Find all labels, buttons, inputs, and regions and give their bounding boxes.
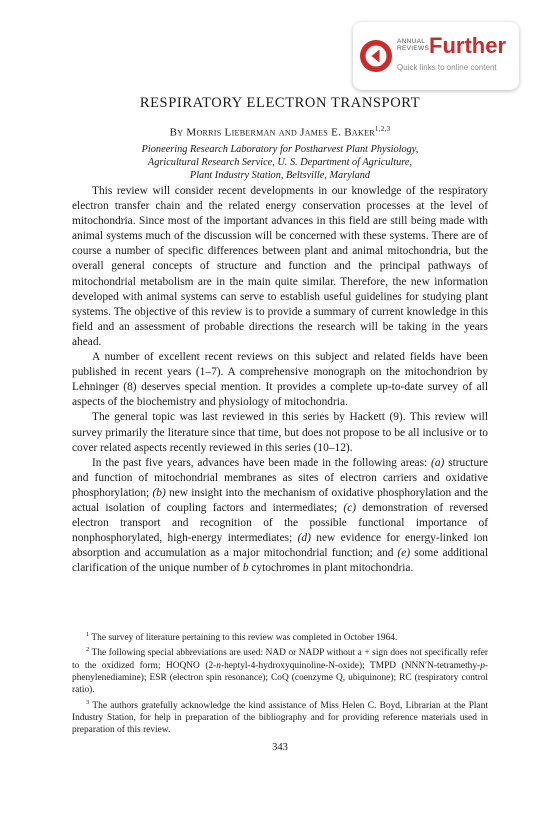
p4-lead: In the past five years, advances have been made in the following areas: xyxy=(92,456,432,469)
item-d-text: new evidence for energy-linked ion absorption and accumulation as a major mitochondrial function; and xyxy=(72,532,489,560)
affiliation xyxy=(0,143,560,182)
footnote-3-mark: 3 xyxy=(86,698,90,706)
cytochrome-b-letter: b xyxy=(242,562,249,575)
affiliation-line-2: Agricultural Research Service, U. S. Department of Agriculture, xyxy=(147,157,413,168)
footnote-1-mark: 1 xyxy=(86,631,90,638)
item-b-marker: (b) xyxy=(152,486,166,499)
p4-tail: cytochromes in plant mitochondria. xyxy=(248,562,414,575)
affiliation-line-1: Pioneering Research Laboratory for Postharvest Plant Physiology, xyxy=(141,144,419,155)
footnote-2-text-1: The following special abbreviations are used: NAD or NADP without a + sign does not specifically refer to the oxidized form; HOQNO (2- xyxy=(72,648,488,671)
footnote-2 xyxy=(72,644,488,696)
brand-line1: ANNUAL xyxy=(397,38,426,45)
footnote-2-n: n xyxy=(216,660,221,671)
footnote-2-text-2: -heptyl-4-hydroxyquinoline-N-oxide); TMPD (NNN′N-tetramethy- xyxy=(220,660,481,671)
brand-line2: REVIEWS xyxy=(397,45,430,52)
footnote-2-text-3: -phenylenediamine); ESR (electron spin resonance); CoQ (coenzyme Q, ubiquinone); RC (respiratory control ratio). xyxy=(72,660,488,696)
item-e-text: some additional clarification of the unique number of xyxy=(72,547,488,575)
affiliation-line-3: Plant Industry Station, Beltsville, Maryland xyxy=(189,170,371,181)
item-c-text: demonstration of reversed electron transport and recognition of the possible functional importance of nonphosphorylated, high-energy intermediates; xyxy=(72,501,489,545)
footnote-2-mark: 2 xyxy=(86,646,90,654)
item-e-marker: (e) xyxy=(397,547,411,560)
paragraph-2: A number of excellent recent reviews on this subject and related fields have been published in recent years (1–7). A comprehensive monograph on the mitochondrion by Lehninger (8) deserves special mention. It provides a complete up-to-date survey of all aspects of the biochemistry and physiology of mitochondria. xyxy=(72,351,488,409)
author-1: Morris Lieberman xyxy=(186,126,276,139)
author-line xyxy=(0,125,560,139)
further-label: Further xyxy=(429,33,506,58)
article-body xyxy=(72,184,488,576)
author-footnote-marks: 1,2,3 xyxy=(374,125,391,133)
paragraph-3: The general topic was last reviewed in this series by Hackett (9). This review will survey primarily the literature since that time, but does not propose to be all inclusive or to cover related aspects recently reviewed in this series (10–12). xyxy=(72,411,488,454)
item-a-text: structure and function of mitochondrial membranes as sites of electron carriers and oxidative phosphorylation; xyxy=(72,456,488,499)
footnote-1-text: The survey of literature pertaining to this review was completed in October 1964. xyxy=(89,633,398,644)
author-2: James E. Baker xyxy=(300,126,375,139)
annual-reviews-logo-icon xyxy=(359,39,393,73)
page-number: 343 xyxy=(272,742,288,753)
paragraph-1: This review will consider recent developments in our knowledge of the respiratory electron transfer chain and the related energy conservation processes at the level of mitochondria. Since most of the important advances in this field are still being made with animal systems much of the discussion will be concerned with these systems. There are of course a number of specific differences between plant and animal mitochondria, but the overall general concepts of structure and function and the principal pathways of mitochondrial metabolism are in the main quite similar. Therefore, the new information developed with animal systems can serve to establish useful guidelines for studying plant systems. The objective of this review is to provide a summary of current knowledge in this field and an assessment of probable directions the research will be taking in the years ahead. xyxy=(72,185,488,348)
further-subtitle: Quick links to online content xyxy=(397,63,497,72)
authors-and: and xyxy=(278,126,298,139)
article-title: RESPIRATORY ELECTRON TRANSPORT xyxy=(139,95,421,111)
item-c-marker: (c) xyxy=(343,501,357,514)
further-banner[interactable] xyxy=(353,22,519,90)
footnote-3-text: The authors gratefully acknowledge the kind assistance of Miss Helen C. Boyd, Librarian at the Plant Industry Station, for help in preparation of the bibliography and for providing reference materials used in preparation of this review. xyxy=(72,700,488,736)
footnote-1 xyxy=(72,629,488,644)
annual-reviews-wordmark xyxy=(397,38,429,52)
footnote-3 xyxy=(72,697,488,737)
footnotes xyxy=(72,629,488,737)
footnote-2-p: p xyxy=(480,660,485,671)
item-d-marker: (d) xyxy=(297,532,311,545)
paragraph-4 xyxy=(72,456,488,577)
item-a-marker: (a) xyxy=(431,456,445,469)
authors-prefix: By xyxy=(169,126,184,139)
item-b-text: new insight into the mechanism of oxidative phosphorylation and the actual isolation of coupling factors and intermediates; xyxy=(72,486,489,514)
